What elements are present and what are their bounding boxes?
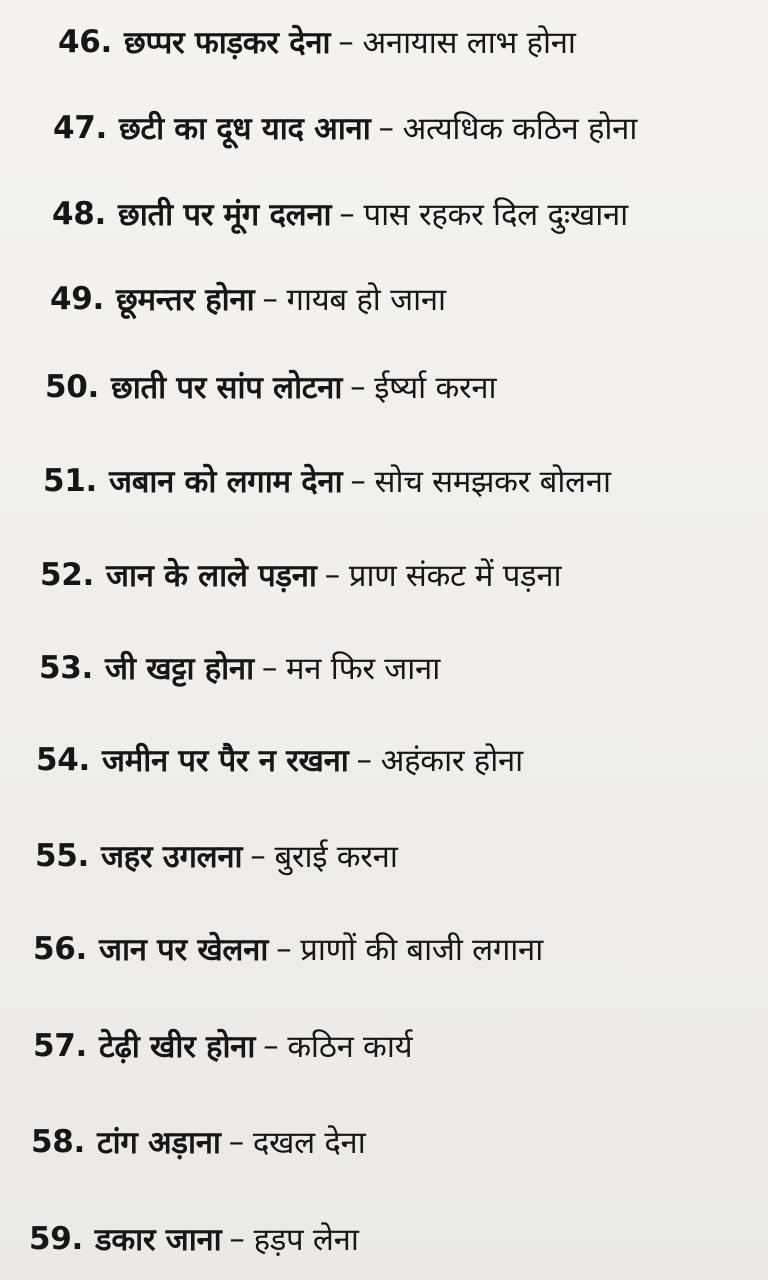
idiom-meaning: कठिन कार्य	[287, 1029, 413, 1065]
dash-separator: –	[378, 110, 394, 146]
item-number: 56.	[33, 931, 88, 967]
item-number: 48.	[52, 196, 107, 232]
list-item	[40, 545, 561, 605]
idiom-phrase: डकार जाना	[95, 1222, 222, 1258]
idiom-phrase: टेढ़ी खीर होना	[99, 1029, 256, 1065]
item-number: 52.	[40, 557, 95, 593]
idiom-meaning: मन फिर जाना	[286, 651, 440, 687]
idiom-meaning: प्राण संकट में पड़ना	[348, 558, 562, 594]
idiom-meaning: अत्यधिक कठिन होना	[402, 111, 638, 147]
idiom-meaning: प्राणों की बाजी लगाना	[300, 932, 543, 968]
dash-separator: –	[356, 742, 372, 778]
dash-separator: –	[263, 1028, 279, 1064]
list-item	[39, 638, 440, 698]
idiom-phrase: टांग अड़ाना	[97, 1125, 221, 1161]
list-item	[33, 919, 543, 979]
dash-separator: –	[338, 24, 354, 60]
dash-separator: –	[229, 1221, 245, 1257]
item-number: 59.	[29, 1221, 84, 1257]
dash-separator: –	[276, 931, 292, 967]
dash-separator: –	[228, 1124, 244, 1160]
list-item	[33, 1016, 412, 1076]
idiom-phrase: जी खट्टा होना	[105, 651, 254, 687]
list-item	[29, 1209, 359, 1269]
idiom-phrase: छटी का दूध याद आना	[119, 111, 371, 147]
idiom-meaning: पास रहकर दिल दुःखाना	[363, 197, 628, 233]
idiom-phrase: जहर उगलना	[101, 839, 243, 875]
dash-separator: –	[339, 196, 355, 232]
item-number: 49.	[50, 281, 105, 317]
list-item	[36, 730, 523, 790]
idiom-phrase: जमीन पर पैर न रखना	[102, 743, 349, 779]
idiom-meaning: गायब हो जाना	[286, 282, 446, 318]
dash-separator: –	[261, 650, 278, 686]
item-number: 55.	[35, 838, 90, 874]
item-number: 53.	[39, 650, 94, 686]
idiom-phrase: जान के लाले पड़ना	[106, 558, 317, 594]
item-number: 50.	[45, 369, 100, 405]
idiom-meaning: बुराई करना	[274, 839, 398, 875]
list-item	[53, 98, 637, 158]
list-item	[31, 1112, 365, 1172]
item-number: 51.	[43, 463, 98, 499]
item-number: 54.	[36, 742, 91, 778]
idiom-phrase: जान पर खेलना	[99, 932, 269, 968]
dash-separator: –	[350, 463, 366, 499]
list-item	[50, 269, 446, 329]
idiom-meaning: अनायास लाभ होना	[362, 25, 576, 61]
list-item	[58, 12, 576, 72]
list-item	[43, 451, 611, 511]
idiom-phrase: छूमन्तर होना	[116, 282, 255, 318]
item-number: 58.	[31, 1124, 86, 1160]
dash-separator: –	[350, 369, 366, 405]
dash-separator: –	[262, 281, 278, 317]
idiom-phrase: जबान को लगाम देना	[109, 464, 343, 500]
dash-separator: –	[324, 557, 340, 593]
idiom-meaning: ईर्ष्या करना	[374, 370, 497, 406]
list-item	[45, 357, 496, 417]
list-item	[52, 184, 628, 244]
idiom-phrase: छाती पर मूंग दलना	[118, 197, 332, 233]
idiom-phrase: छाती पर सांप लोटना	[111, 370, 343, 406]
idiom-phrase: छप्पर फाड़कर देना	[124, 25, 331, 61]
idiom-meaning: दखल देना	[252, 1125, 366, 1161]
dash-separator: –	[250, 838, 266, 874]
idiom-meaning: सोच समझकर बोलना	[374, 464, 611, 500]
list-item	[35, 826, 398, 886]
item-number: 47.	[53, 110, 108, 146]
item-number: 57.	[33, 1028, 88, 1064]
item-number: 46.	[58, 24, 113, 60]
idiom-meaning: हड़प लेना	[253, 1222, 359, 1258]
idiom-meaning: अहंकार होना	[380, 743, 523, 779]
